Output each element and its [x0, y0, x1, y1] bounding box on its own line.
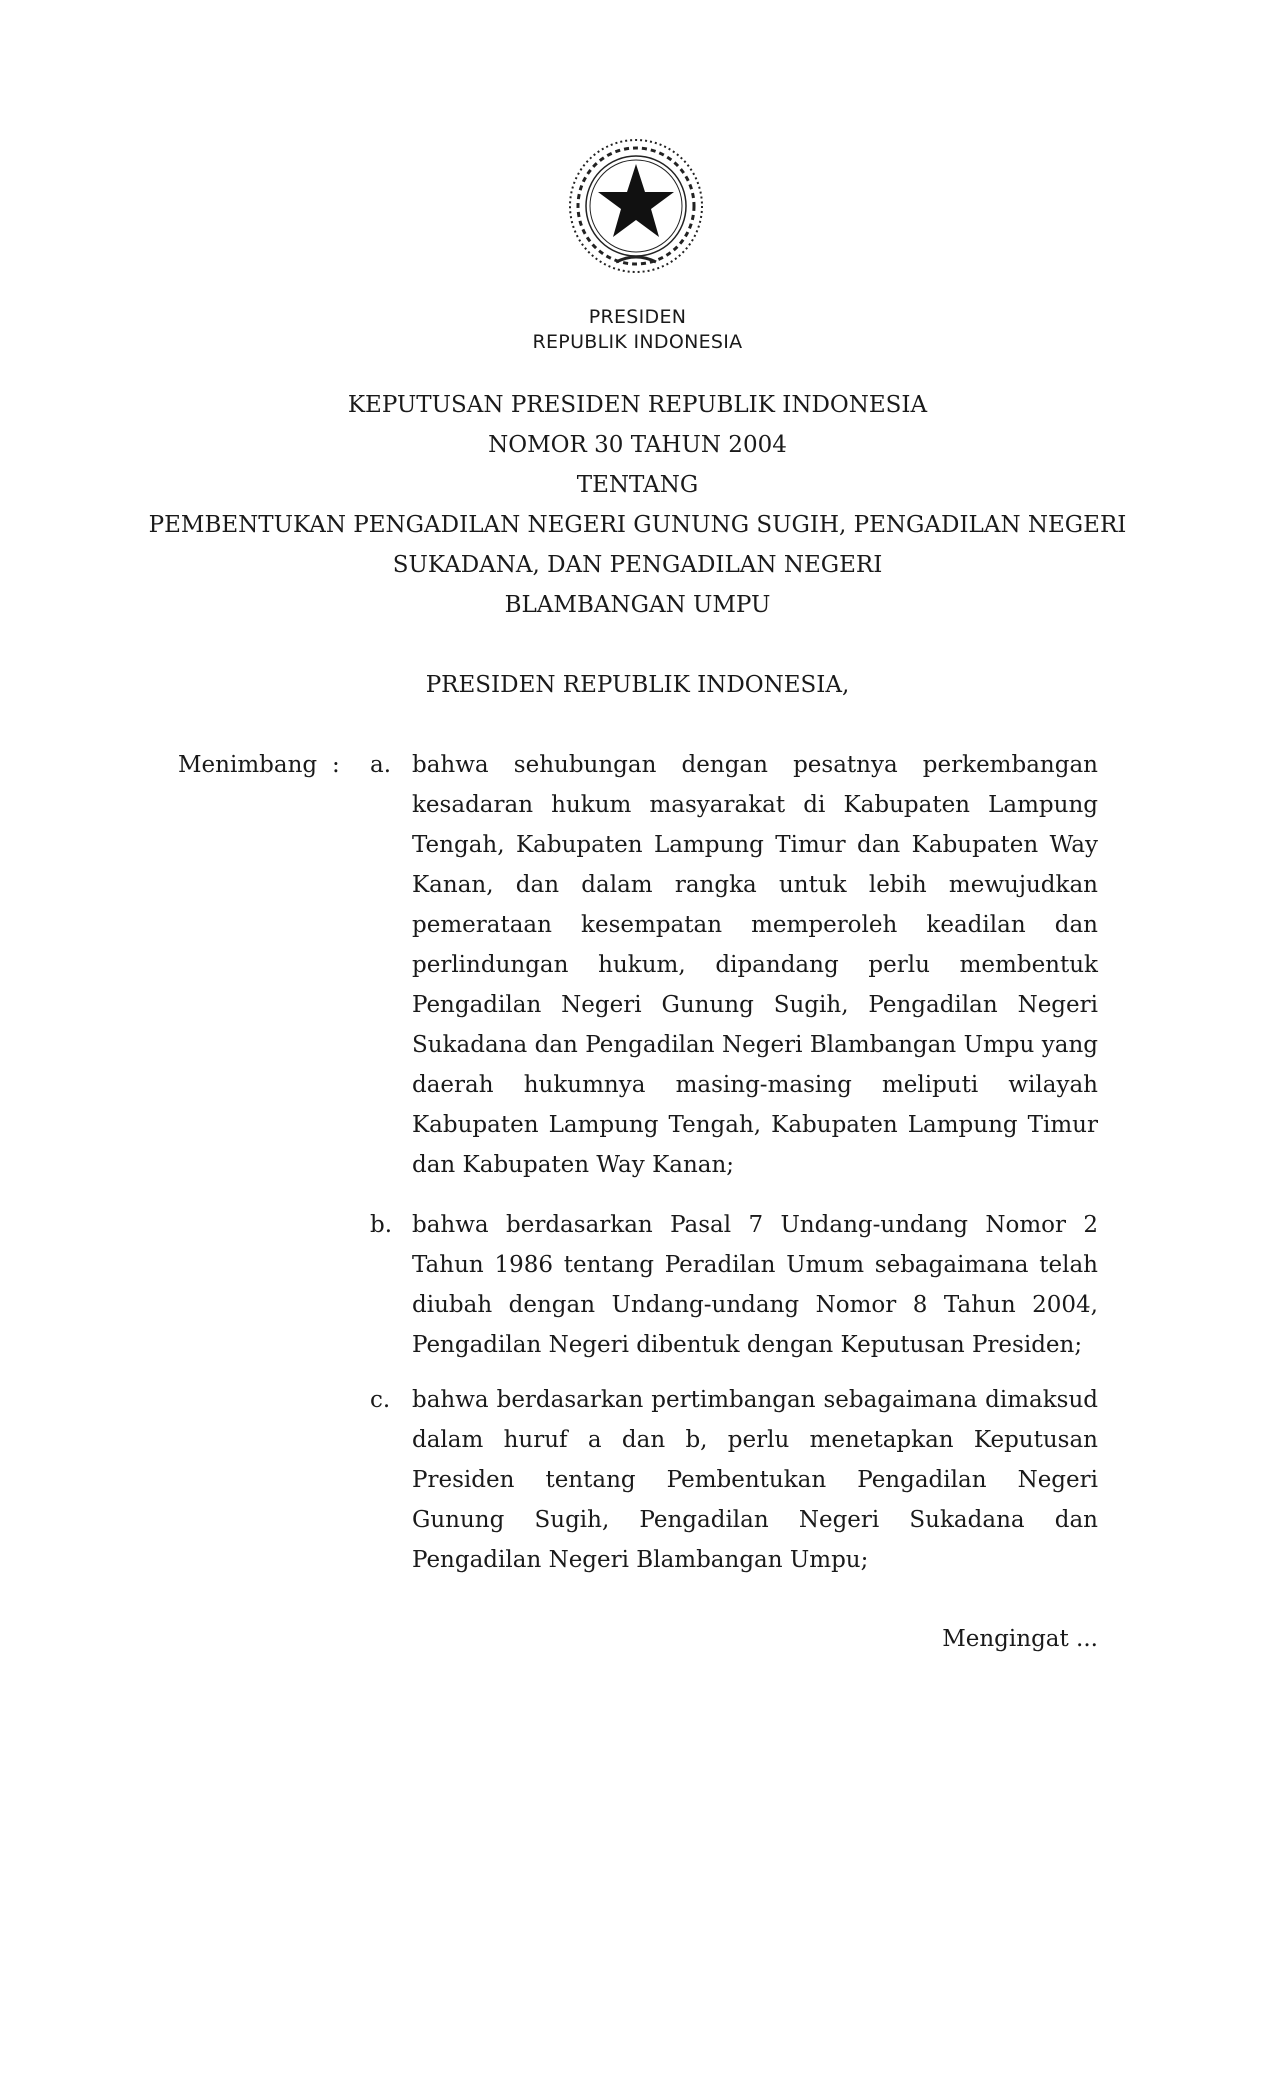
decree-subject-line-2: SUKADANA, DAN PENGADILAN NEGERI: [392, 552, 883, 578]
item-letter: a.: [370, 752, 392, 778]
considering-colon: :: [332, 752, 340, 778]
item-text: bahwa sehubungan dengan pesatnya perkembangan kesadaran hukum masyarakat di Kabupaten Lampung Tengah, Kabupaten Lampung Timur dan Kabupaten Way Kanan, dan dalam rangka untuk lebih mewujudkan pemerataan kesempatan memperoleh keadilan dan perlindungan hukum, dipandang perlu membentuk Pengadilan Negeri Gunung Sugih, Pengadilan Negeri Sukadana dan Pengadilan Negeri Blambangan Umpu yang daerah hukumnya masing-masing meliputi wilayah Kabupaten Lampung Tengah, Kabupaten Lampung Timur dan Kabupaten Way Kanan;: [412, 752, 1098, 1178]
presidential-emblem-icon: [566, 136, 706, 276]
item-letter: b.: [370, 1212, 393, 1238]
decree-number: NOMOR 30 TAHUN 2004: [488, 432, 787, 458]
considering-item-a: [370, 745, 1098, 1185]
decree-title: KEPUTUSAN PRESIDEN REPUBLIK INDONESIA: [347, 392, 928, 418]
item-letter: c.: [370, 1387, 391, 1413]
continuation-marker: Mengingat ...: [942, 1626, 1098, 1652]
item-text: bahwa berdasarkan Pasal 7 Undang-undang Nomor 2 Tahun 1986 tentang Peradilan Umum sebagaimana telah diubah dengan Undang-undang Nomor 8 Tahun 2004, Pengadilan Negeri dibentuk dengan Keputusan Presiden;: [412, 1212, 1098, 1358]
header-republik-indonesia: REPUBLIK INDONESIA: [532, 331, 743, 353]
decree-subject-line-1: PEMBENTUKAN PENGADILAN NEGERI GUNUNG SUGIH, PENGADILAN NEGERI: [148, 512, 1127, 538]
header-presiden: PRESIDEN: [588, 306, 687, 328]
item-text: bahwa berdasarkan pertimbangan sebagaimana dimaksud dalam huruf a dan b, perlu menetapkan Keputusan Presiden tentang Pembentukan Pengadilan Negeri Gunung Sugih, Pengadilan Negeri Sukadana dan Pengadilan Negeri Blambangan Umpu;: [412, 1387, 1098, 1573]
considering-item-b: [370, 1205, 1098, 1365]
decree-subject-line-3: BLAMBANGAN UMPU: [504, 592, 771, 618]
decree-tentang: TENTANG: [576, 472, 699, 498]
considering-label: Menimbang: [178, 752, 318, 778]
considering-item-c: [370, 1380, 1098, 1580]
issuer-line: PRESIDEN REPUBLIK INDONESIA,: [425, 672, 850, 698]
